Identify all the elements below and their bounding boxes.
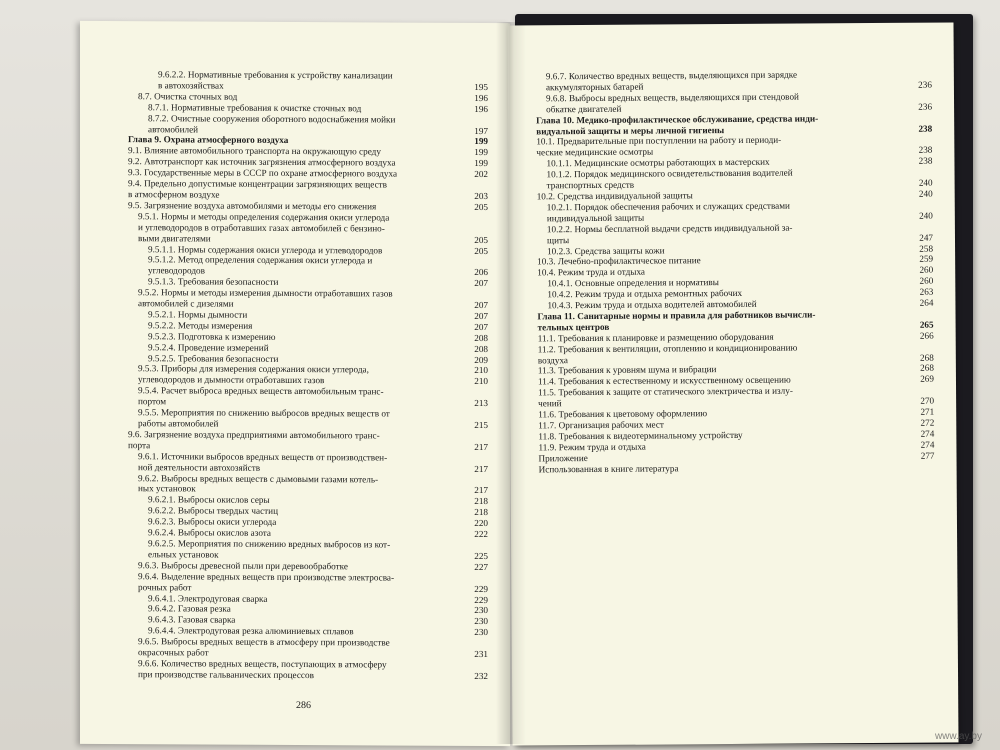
toc-entry-title: Использованная в книге литература xyxy=(538,463,679,474)
toc-entry-page: 232 xyxy=(474,670,488,681)
toc-entry-page: 208 xyxy=(474,332,488,343)
toc-entry-title: 11.2. Требования к вентиляции, отоплению и кондиционированию xyxy=(537,342,798,355)
toc-entry-page: 230 xyxy=(474,627,488,638)
toc-entry-title: 9.6.2.5. Мероприятия по снижению вредных выбросов из кот- xyxy=(148,538,391,550)
toc-entry-title: 9.6.8. Выбросы вредных веществ, выделяющихся при стендовой xyxy=(545,91,799,104)
toc-right xyxy=(536,69,935,475)
toc-entry-title: 9.6.2. Выбросы вредных веществ с дымовыми газами котель- xyxy=(138,472,379,484)
toc-entry-page: 227 xyxy=(474,561,488,572)
toc-entry-page: 210 xyxy=(474,376,488,387)
toc-entry-title: 9.6.1. Источники выбросов вредных веществ от производствен- xyxy=(138,450,388,463)
toc-entry-title: 9.5.2. Нормы и методы измерения дымности отработавших газов xyxy=(138,287,393,299)
toc-entry-page: 205 xyxy=(474,201,488,212)
toc-entry-title: 10.2.3. Средства защиты кожи xyxy=(547,244,665,256)
toc-entry-title: щиты xyxy=(546,234,570,245)
toc-entry-title: 9.5.5. Мероприятия по снижению выбросов вредных веществ от xyxy=(138,407,390,419)
toc-entry-title: аккумуляторных батарей xyxy=(545,81,644,93)
toc-entry-title: 9.5.2.5. Требования безопасности xyxy=(148,352,279,364)
toc-entry-title: ной деятельности автохозяйств xyxy=(138,461,261,473)
toc-entry-title: 9.5.1.3. Требования безопасности xyxy=(148,276,279,288)
toc-entry-page: 238 xyxy=(918,123,933,134)
toc-entry-title: 8.7.1. Нормативные требования к очистке сточных вод xyxy=(148,101,362,114)
toc-entry-title: 9.6.6. Количество вредных веществ, поступающих в атмосферу xyxy=(138,658,387,670)
toc-entry-page: 209 xyxy=(474,354,488,365)
toc-entry-page: 236 xyxy=(918,79,932,90)
toc-entry-page: 277 xyxy=(920,450,935,461)
left-page xyxy=(80,21,510,746)
toc-entry-page: 215 xyxy=(474,419,488,431)
toc-entry-title: Приложение xyxy=(538,452,588,464)
toc-entry-title: 9.6.4.2. Газовая резка xyxy=(148,603,231,615)
toc-entry-page: 196 xyxy=(474,103,488,114)
toc-entry-title: в атмосферном воздухе xyxy=(128,189,220,200)
toc-entry-page: 236 xyxy=(918,101,933,112)
toc-entry-page: 220 xyxy=(474,518,488,529)
toc-entry-title: Глава 11. Санитарные нормы и правила для работников вычисли- xyxy=(537,309,816,322)
toc-entry-title: 9.2. Автотранспорт как источник загрязнения атмосферного воздуха xyxy=(128,156,396,168)
toc-entry-title: 9.5.1.2. Метод определения содержания окиси углерода и xyxy=(148,254,373,266)
toc-entry-page: 231 xyxy=(474,648,488,660)
toc-entry-page: 217 xyxy=(474,485,488,496)
toc-entry-title: 11.3. Требования к уровням шума и вибрации xyxy=(537,364,717,376)
toc-entry-title: 9.5.2.4. Проведение измерений xyxy=(148,341,269,353)
toc-entry-title: 10.4.3. Режим труда и отдыха водителей автомобилей xyxy=(547,298,757,311)
toc-entry-title: 10.1. Предварительные при поступлении на работу и периоди- xyxy=(536,135,782,147)
toc-entry-title: 9.5.2.3. Подготовка к измерению xyxy=(148,330,276,342)
page-number: 286 xyxy=(296,700,311,712)
toc-entry-title: 9.3. Государственные меры в СССР по охране атмосферного воздуха xyxy=(128,167,398,179)
toc-entry-title: окрасочных работ xyxy=(138,647,209,658)
toc-entry-page: 238 xyxy=(918,155,933,166)
toc-entry-title: 11.1. Требования к планировке и размещению оборудования xyxy=(537,331,774,344)
toc-entry-page: 203 xyxy=(474,190,488,201)
toc-entry-title: 11.5. Требования к защите от статического электричества и излу- xyxy=(538,385,793,398)
toc-entry xyxy=(128,669,488,682)
toc-entry-title: индивидуальной защиты xyxy=(546,212,645,224)
toc-entry-page: 213 xyxy=(474,398,488,409)
toc-entry-page: 240 xyxy=(918,188,933,199)
toc-entry-title: 9.6. Загрязнение воздуха предприятиями автомобильного транс- xyxy=(128,429,380,441)
toc-entry-title: 10.4.1. Основные определения и нормативы xyxy=(547,277,719,289)
toc-entry-title: 9.1. Влияние автомобильного транспорта на окружающую среду xyxy=(128,145,381,157)
toc-entry-page: 199 xyxy=(474,147,488,158)
toc-entry-title: 9.6.4.1. Электродуговая сварка xyxy=(148,592,268,604)
toc-left xyxy=(128,69,488,682)
toc-entry-page: 207 xyxy=(474,278,488,289)
toc-entry-title: 8.7.2. Очистные сооружения оборотного водоснабжения мойки xyxy=(148,112,396,125)
toc-entry-page: 240 xyxy=(918,177,933,188)
toc-entry-page: 222 xyxy=(474,529,488,540)
toc-entry-title: 10.2. Средства индивидуальной защиты xyxy=(536,190,693,202)
toc-entry-title: 9.5.3. Приборы для измерения содержания окиси углерода, xyxy=(138,363,369,375)
toc-entry-page: 229 xyxy=(474,583,488,594)
toc-entry-page: 271 xyxy=(920,406,935,417)
toc-entry-title: углеводородов xyxy=(148,265,205,276)
toc-entry-title: 9.5.2.2. Методы измерения xyxy=(148,320,253,331)
toc-entry-page: 269 xyxy=(920,373,935,385)
toc-entry-title: рочных работ xyxy=(138,581,192,593)
toc-entry-page: 247 xyxy=(919,232,934,243)
toc-entry-page: 217 xyxy=(474,441,488,452)
toc-entry-page: 240 xyxy=(919,210,933,221)
toc-entry-title: 10.1.1. Медицинские осмотры работающих в мастерских xyxy=(546,156,770,169)
toc-entry-title: автомобилей с дизелями xyxy=(138,298,234,309)
toc-entry-page: 272 xyxy=(920,417,935,428)
toc-entry-title: автомобилей xyxy=(148,123,199,135)
toc-entry-title: углеводородов и дымности отработавших газов xyxy=(138,374,325,386)
toc-entry-title: 10.4. Режим труда и отдыха xyxy=(537,266,646,278)
toc-entry-title: порта xyxy=(128,439,151,451)
toc-entry-title: 9.6.4.4. Электродуговая резка алюминиевых сплавов xyxy=(148,625,354,637)
toc-entry-title: 10.3. Лечебно-профилактическое питание xyxy=(537,255,701,267)
toc-entry-title: 11.9. Режим труда и отдыха xyxy=(538,441,646,453)
toc-entry-page: 205 xyxy=(474,245,488,256)
toc-entry-page: 206 xyxy=(474,267,488,278)
watermark: www.ay.by xyxy=(934,731,982,742)
toc-entry-page: 230 xyxy=(474,616,488,627)
toc-entry-page: 260 xyxy=(919,275,934,286)
toc-entry-title: и углеводородов в отработавших газах автомобилей с бензино- xyxy=(138,221,385,234)
toc-entry-title: ческие медицинские осмотры xyxy=(536,146,654,158)
toc-entry-page: 238 xyxy=(918,144,933,156)
toc-entry-title: тельных центров xyxy=(537,321,610,333)
toc-entry-title: 9.5.4. Расчет выброса вредных веществ автомобильным транс- xyxy=(138,385,384,397)
toc-entry-title: в автохозяйствах xyxy=(158,80,224,91)
toc-entry-title: 9.6.2.4. Выбросы окислов азота xyxy=(148,527,271,538)
toc-entry-page: 210 xyxy=(474,365,488,376)
toc-entry-title: 11.7. Организация рабочих мест xyxy=(538,419,664,431)
toc-entry-title: Глава 9. Охрана атмосферного воздуха xyxy=(128,134,289,146)
toc-entry-title: 10.2.1. Порядок обеспечения рабочих и служащих средствами xyxy=(546,200,790,213)
toc-entry-page: 266 xyxy=(919,330,934,341)
toc-entry-title: чений xyxy=(538,398,562,409)
right-page xyxy=(507,22,958,745)
toc-entry-title: ных установок xyxy=(138,483,196,494)
toc-entry-title: выми двигателями xyxy=(138,232,211,244)
toc-entry-page: 196 xyxy=(474,92,488,103)
toc-entry-page: 195 xyxy=(474,81,488,92)
toc-entry-page: 199 xyxy=(474,158,488,169)
toc-entry-page: 225 xyxy=(474,550,488,561)
toc-entry-page: 258 xyxy=(919,243,934,254)
toc-entry-title: 9.6.7. Количество вредных веществ, выделяющихся при зарядке xyxy=(545,69,798,82)
toc-entry-title: 9.5.1. Нормы и методы определения содержания окиси углерода xyxy=(138,210,390,223)
toc-entry-title: 11.4. Требования к естественному и искусственному освещению xyxy=(537,374,791,387)
toc-entry-title: 9.6.2.2. Выбросы твердых частиц xyxy=(148,505,279,517)
toc-entry-page: 207 xyxy=(474,310,488,321)
toc-entry-page: 270 xyxy=(920,395,935,406)
toc-entry-page: 218 xyxy=(474,507,488,518)
toc-entry-title: видуальной защиты и меры личной гигиены xyxy=(536,124,725,136)
toc-entry-title: 10.4.2. Режим труда и отдыха ремонтных рабочих xyxy=(547,288,743,300)
toc-entry-page: 274 xyxy=(920,439,935,450)
toc-entry-title: 11.6. Требования к цветовому оформлению xyxy=(538,408,708,420)
toc-entry-page: 207 xyxy=(474,321,488,332)
toc-entry-title: 9.4. Предельно допустимые концентрации загрязняющих веществ xyxy=(128,178,387,190)
toc-entry-title: Глава 10. Медико-профилактическое обслуживание, средства инди- xyxy=(536,113,819,125)
toc-entry-title: 9.6.3. Выбросы древесной пыли при деревообработке xyxy=(138,559,348,572)
toc-entry-page: 197 xyxy=(474,125,488,136)
toc-entry-title: 9.5.1.1. Нормы содержания окиси углерода и углеводородов xyxy=(148,243,383,255)
toc-entry-title: 10.1.2. Порядок медицинского освидетельствования водителей xyxy=(546,167,793,180)
toc-entry-page: 208 xyxy=(474,343,488,354)
toc-entry-page: 199 xyxy=(474,136,488,147)
toc-entry-title: 8.7. Очистка сточных вод xyxy=(138,90,238,102)
toc-entry-title: 9.5.2.1. Нормы дымности xyxy=(148,309,248,320)
toc-entry-page: 263 xyxy=(919,286,934,297)
toc-entry-title: 9.6.4.3. Газовая сварка xyxy=(148,614,236,626)
toc-entry-page: 260 xyxy=(919,264,934,276)
toc-entry-title: обкатке двигателей xyxy=(546,103,622,115)
toc-entry-title: работы автомобилей xyxy=(138,418,219,429)
toc-entry-page: 268 xyxy=(920,352,934,363)
toc-entry-title: 11.8. Требования к видеотерминальному устройству xyxy=(538,429,743,442)
toc-entry-title: при производстве гальванических процессов xyxy=(138,669,314,680)
toc-entry-title: 10.2.2. Нормы бесплатной выдачи средств индивидуальной за- xyxy=(546,222,793,234)
toc-entry-page: 202 xyxy=(474,169,488,180)
toc-entry-page: 205 xyxy=(474,234,488,245)
toc-entry-title: 9.5. Загрязнение воздуха автомобилями и методы его снижения xyxy=(128,200,377,212)
toc-entry-page: 274 xyxy=(920,428,935,439)
toc-entry-title: ельных установок xyxy=(148,549,219,560)
toc-entry-title: транспортных средств xyxy=(546,179,635,191)
toc-entry-page: 264 xyxy=(919,297,934,308)
toc-entry-page: 259 xyxy=(919,254,934,265)
toc-entry-title: 9.6.5. Выбросы вредных веществ в атмосферу при производстве xyxy=(138,636,390,648)
toc-entry-title: 9.6.4. Выделение вредных веществ при производстве электросва- xyxy=(138,570,395,583)
toc-entry-page: 218 xyxy=(474,496,488,507)
toc-entry-title: 9.6.2.1. Выбросы окислов серы xyxy=(148,494,270,506)
toc-entry-title: воздуха xyxy=(537,354,569,365)
toc-entry xyxy=(539,461,935,475)
toc-entry-page: 265 xyxy=(919,319,934,330)
toc-entry-page: 230 xyxy=(474,605,488,616)
toc-entry-title: портом xyxy=(138,396,167,407)
toc-entry-title: 9.6.2.2. Нормативные требования к устройству канализации xyxy=(158,69,393,81)
toc-entry-title: 9.6.2.3. Выбросы окиси углерода xyxy=(148,516,277,528)
toc-entry-page: 207 xyxy=(474,299,488,311)
toc-entry-page: 217 xyxy=(474,463,488,474)
toc-entry-page: 268 xyxy=(920,363,934,374)
toc-entry-page: 229 xyxy=(474,594,488,605)
